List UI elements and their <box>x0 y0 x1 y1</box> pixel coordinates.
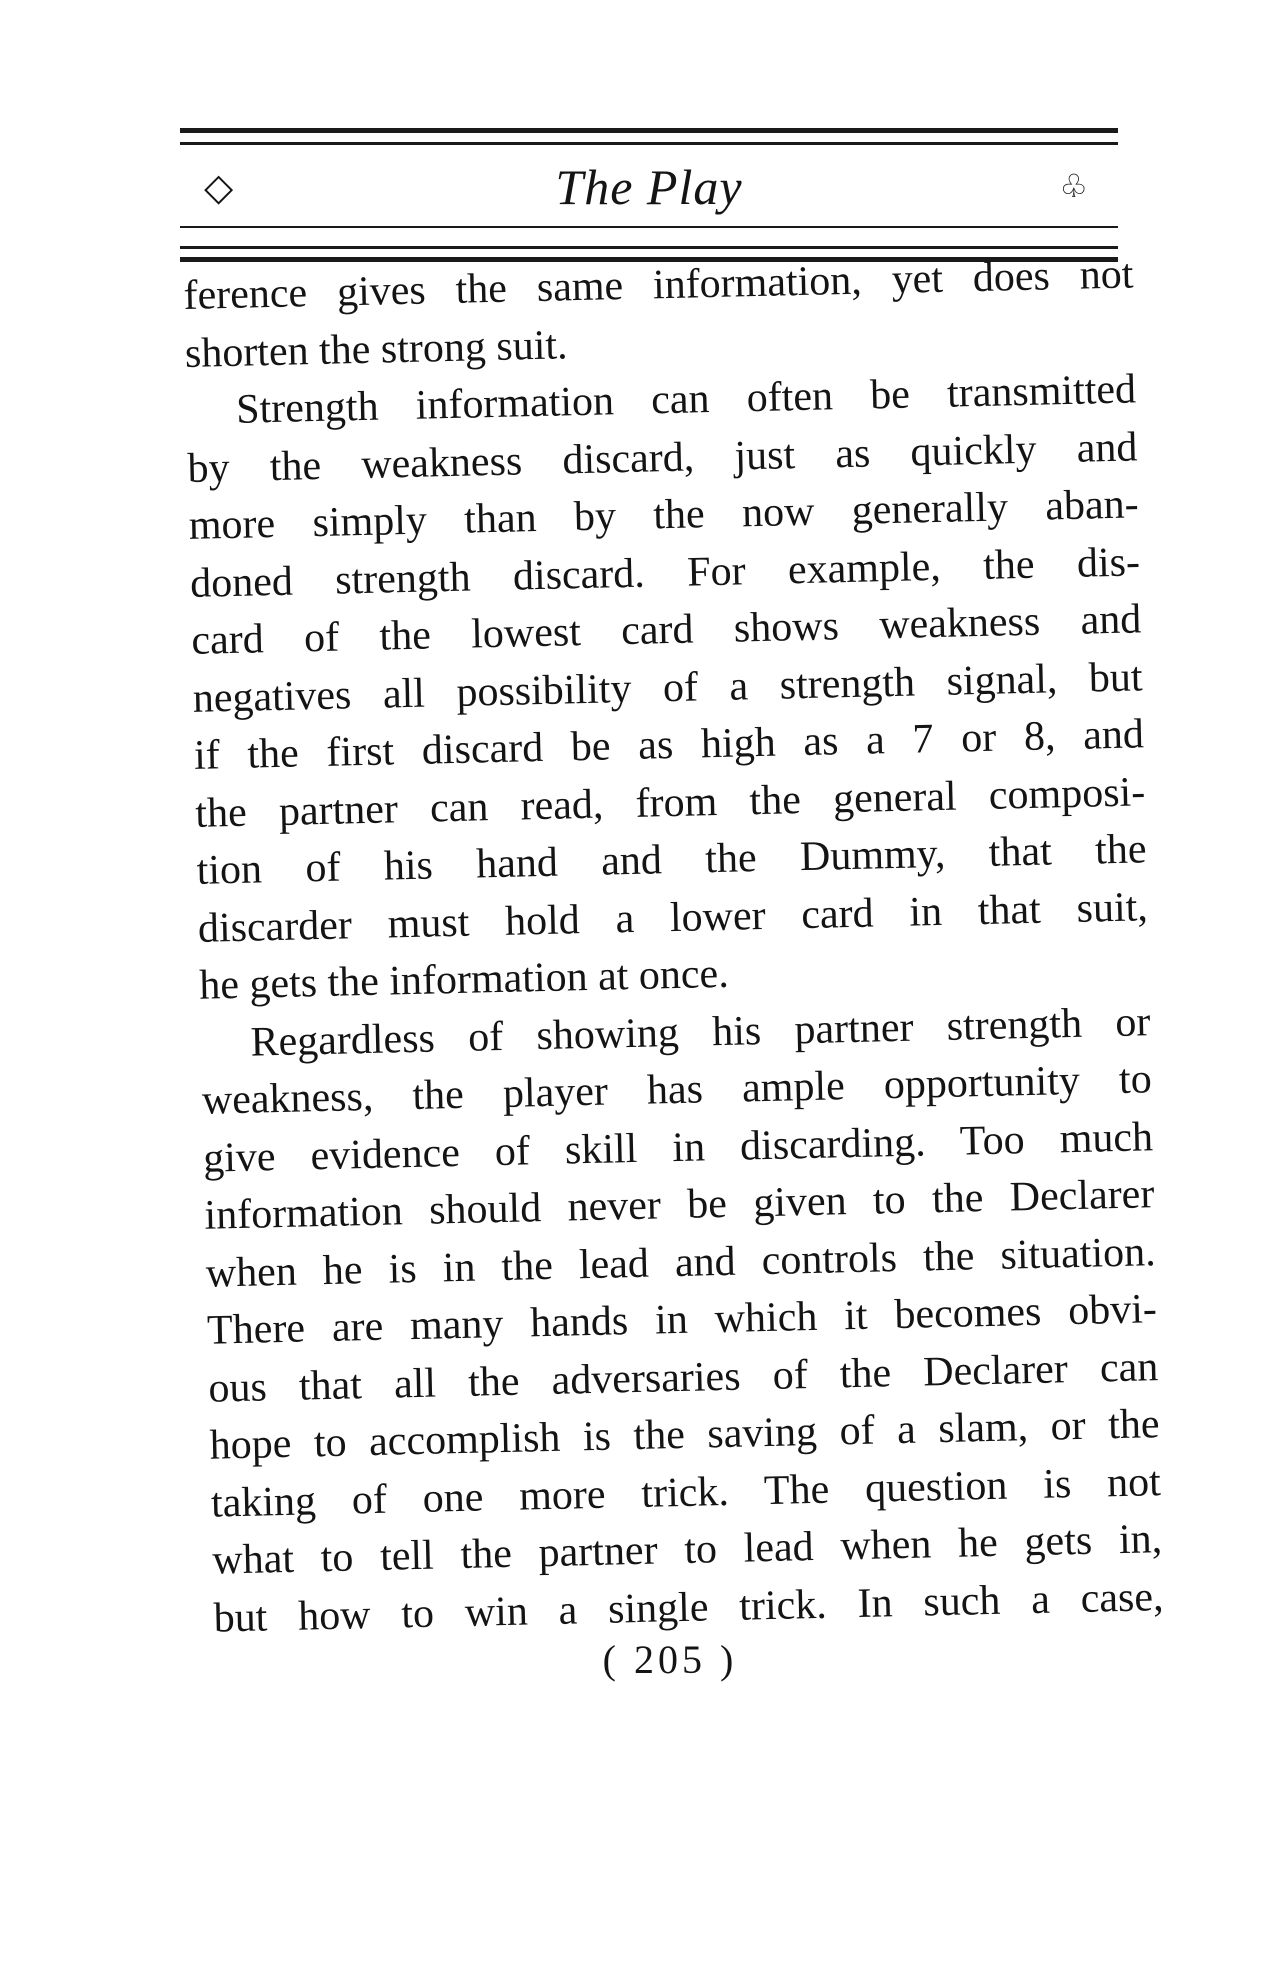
page-number: ( 205 ) <box>602 1637 738 1682</box>
text-line: card of the lowest card shows weakness and <box>190 596 1142 664</box>
text-line: taking of one more trick. The question is not <box>210 1458 1162 1527</box>
header-rule-under-title <box>180 226 1118 228</box>
text-line: if the first discard be as high as a 7 or 8, and <box>193 711 1145 779</box>
running-head-title: The Play <box>555 159 743 215</box>
text-line: ference gives the same information, yet does not <box>183 251 1134 319</box>
text-line: discarder must hold a lower card in that suit, <box>197 883 1149 952</box>
running-head <box>180 159 1118 222</box>
diamond-icon: ◇ <box>204 165 234 209</box>
body-text <box>183 245 1214 1647</box>
club-icon: ♧ <box>1059 167 1088 205</box>
text-line: he gets the information at once. <box>198 950 730 1009</box>
text-line: doned strength discard. For example, the dis- <box>189 538 1141 607</box>
text-line: what to tell the partner to lead when he gets in, <box>211 1516 1163 1584</box>
text-line: Regardless of showing his partner strength or <box>250 998 1151 1066</box>
text-line: hope to accomplish is the saving of a slam, or the <box>209 1401 1161 1469</box>
text-line: give evidence of skill in discarding. Too much <box>202 1113 1154 1182</box>
header-rule-top-thick <box>180 128 1118 133</box>
text-line: information should never be given to the Declarer <box>203 1171 1155 1239</box>
text-line: shorten the strong suit. <box>184 321 569 377</box>
header-rule-bottom-thin <box>180 246 1118 249</box>
text-line: by the weakness discard, just as quickly and <box>187 423 1138 492</box>
text-line: weakness, the player has ample opportunity to <box>201 1056 1153 1124</box>
header-rule-top-thin <box>180 142 1118 145</box>
text-line: tion of his hand and the Dummy, that the <box>196 826 1147 894</box>
text-line: There are many hands in which it becomes obvi- <box>206 1286 1158 1354</box>
text-line: negatives all possibility of a strength signal, but <box>192 653 1144 722</box>
text-line: ous that all the adversaries of the Declarer can <box>207 1343 1159 1412</box>
text-line: the partner can read, from the general composi- <box>194 768 1146 837</box>
text-line: when he is in the lead and controls the situation. <box>205 1228 1157 1297</box>
text-line: but how to win a single trick. In such a case, <box>213 1573 1164 1642</box>
text-line: Strength information can often be transmitted <box>235 366 1137 433</box>
text-line: more simply than by the now generally aban- <box>188 481 1140 549</box>
